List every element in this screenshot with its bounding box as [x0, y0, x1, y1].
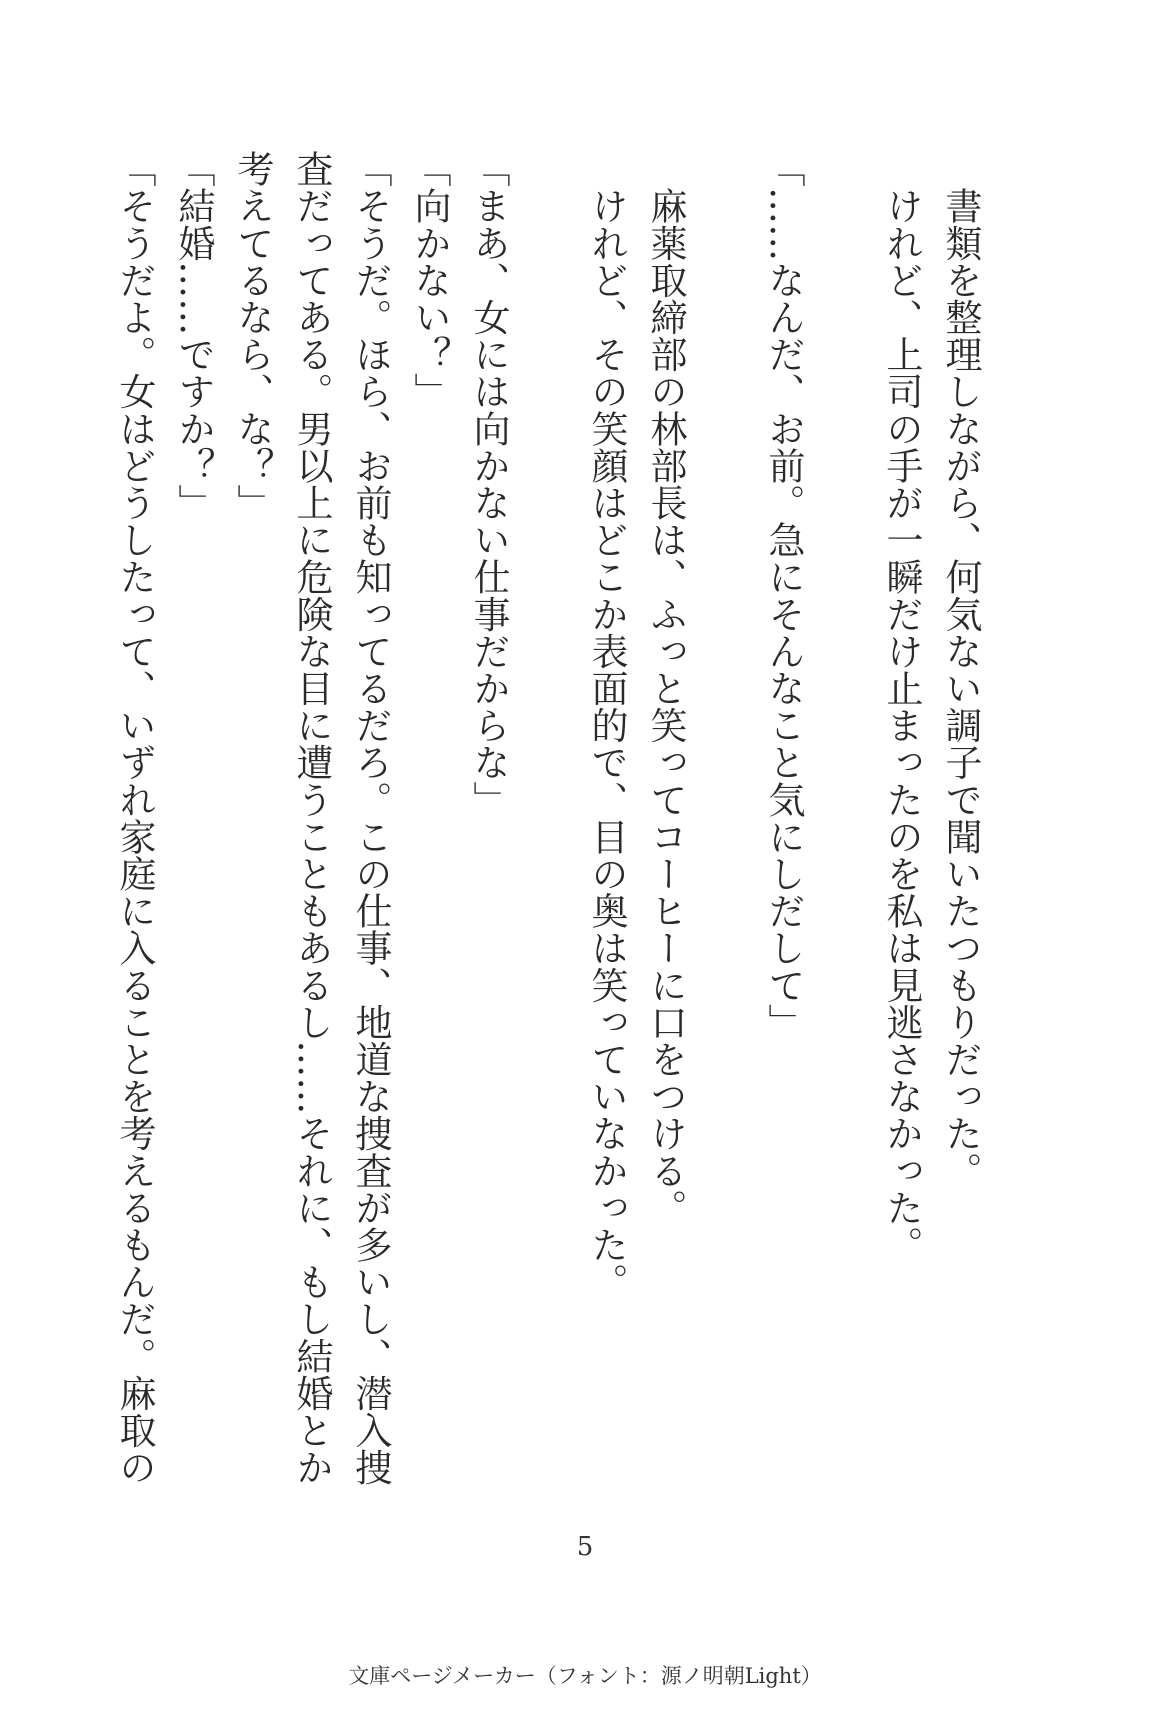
- blank-line: [695, 150, 754, 1470]
- text-line: けれど、その笑顔はどこか表面的で、目の奥は笑っていなかった。: [585, 150, 628, 1301]
- text-line: 「……なんだ、お前。急にそんなこと気にしだして」: [762, 150, 805, 1041]
- text-line: 「そうだ。ほら、お前も知ってるだろ。この仕事、地道な捜査が多いし、潜入捜: [349, 150, 392, 1486]
- text-line: 「向かない？」: [408, 150, 451, 410]
- text-line: 「そうだよ。女はどうしたって、いずれ家庭に入ることを考えるもんだ。麻取の: [113, 150, 156, 1486]
- vertical-text-body: [105, 150, 990, 1486]
- text-line: 書類を整理しながら、何気ない調子で聞いたつもりだった。: [939, 150, 982, 1189]
- text-line: 査だってある。男以上に危険な目に遭うこともあるし……それに、もし結婚とか: [290, 150, 333, 1486]
- blank-line: [813, 150, 872, 1470]
- text-line: 「結婚……ですか？」: [172, 150, 215, 521]
- text-line: 麻薬取締部の林部長は、ふっと笑ってコーヒーに口をつける。: [644, 150, 687, 1226]
- page-number: 5: [576, 1532, 594, 1562]
- text-line: けれど、上司の手が一瞬だけ止まったのを私は見逃さなかった。: [880, 150, 923, 1263]
- text-line: 「まあ、女には向かない仕事だからな」: [467, 150, 510, 818]
- blank-line: [518, 150, 577, 1470]
- text-line: 考えてるなら、な？」: [231, 150, 274, 521]
- footer-credit: 文庫ページメーカー（フォント：源ノ明朝Light）: [348, 1664, 822, 1688]
